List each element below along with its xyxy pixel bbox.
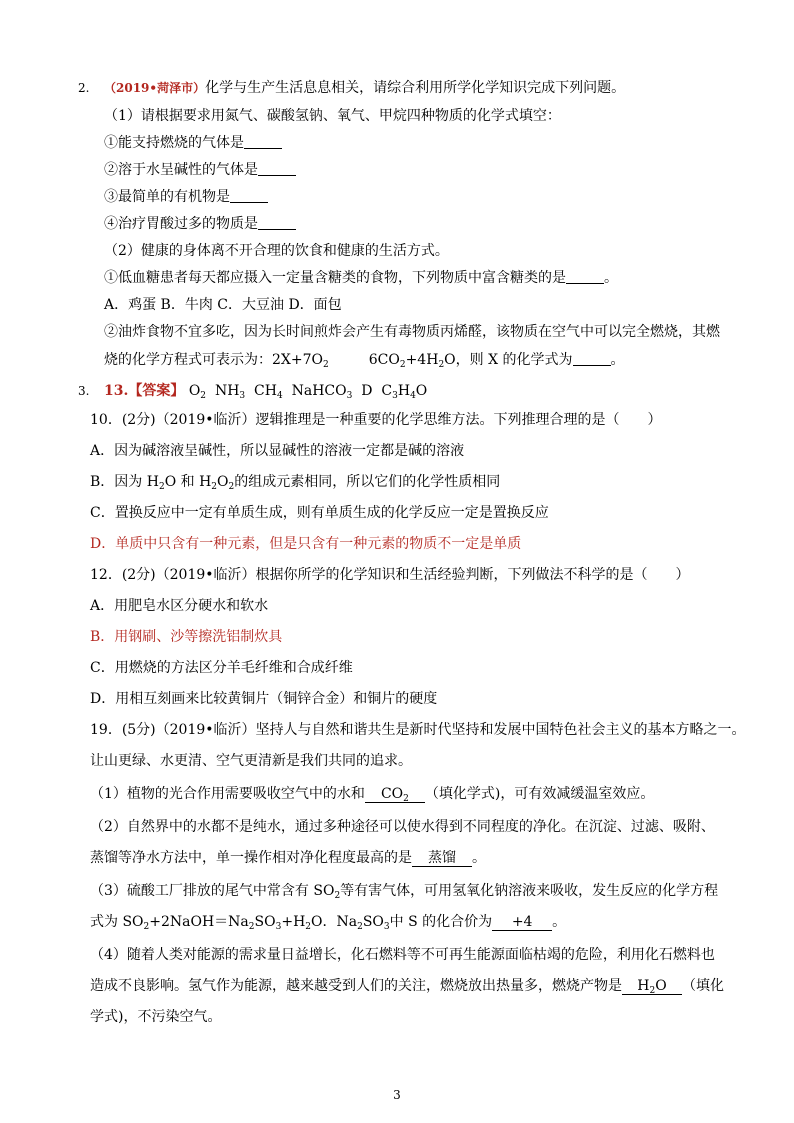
- q2-number: 2.: [78, 81, 90, 95]
- q19-part1: （1）植物的光合作用需要吸收空气中的水和 $CO_2$ （填化学式)，可有效减缓温室效应。: [90, 786, 655, 804]
- answer-filled: +4: [492, 914, 552, 931]
- q2-stem-line: （2019•菏泽市）化学与生产生活息息相关，请综合利用所学化学知识完成下列问题。: [104, 80, 626, 96]
- q2-part2: （2）健康的身体离不开合理的饮食和健康的生活方式。: [104, 243, 449, 259]
- q3-answer-line: 13.【答案】 $O_2$ $NH_3$ $CH_4$ NaHCO$_3$ D $C_3H_4O$: [104, 383, 428, 401]
- q19-stem-line2: 让山更绿、水更清、空气更清新是我们共同的追求。: [90, 753, 412, 769]
- q12-option-c[interactable]: C．用燃烧的方法区分羊毛纤维和合成纤维: [90, 660, 353, 676]
- q12-option-b-correct[interactable]: B．用钢刷、沙等擦洗铝制炊具: [90, 629, 283, 645]
- page-number: 3: [393, 1088, 401, 1102]
- answer-blank[interactable]: [258, 162, 296, 176]
- q10-option-c[interactable]: C．置换反应中一定有单质生成，则有单质生成的化学反应一定是置换反应: [90, 505, 549, 521]
- q2-part2a: ①低血糖患者每天都应摄入一定量含糖类的食物，下列物质中富含糖类的是 。: [104, 270, 618, 286]
- answer-blank[interactable]: [244, 135, 282, 149]
- q2-part2b-line2: 烧的化学方程式可表示为：$2X+7O_2$ $6CO_2+4H_2O$，则 X 的化学式为 。: [104, 352, 625, 370]
- q19-part4-line2: 造成不良影响。氢气作为能源，越来越受到人们的关注，燃烧放出热量多，燃烧产物是 $H_2O$ （填化: [90, 978, 724, 996]
- q19-part4-line3: 学式)，不污染空气。: [90, 1009, 222, 1025]
- q19-part4-line1: （4）随着人类对能源的需求量日益增长，化石燃料等不可再生能源面临枯竭的危险，利用化石燃料也: [90, 947, 715, 963]
- q2-part2b-line1: ②油炸食物不宜多吃，因为长时间煎炸会产生有毒物质丙烯醛，该物质在空气中可以完全燃烧，其燃: [104, 324, 720, 340]
- q19-part2-line1: （2）自然界中的水都不是纯水，通过多种途径可以使水得到不同程度的净化。在沉淀、过滤、吸附、: [90, 819, 715, 835]
- q10-option-b[interactable]: B．因为 $H_2O$ 和 $H_2O_2$的组成元素相同，所以它们的化学性质相同: [90, 474, 501, 492]
- q10-option-d-correct[interactable]: D．单质中只含有一种元素，但是只含有一种元素的物质不一定是单质: [90, 536, 522, 552]
- q19-stem-line1: 19．(5分)（2019•临沂）坚持人与自然和谐共生是新时代坚持和发展中国特色社会主义的基本方略之一。: [90, 722, 746, 738]
- answer-filled: $H_2O$: [622, 978, 682, 995]
- q19-part3-line2: 式为 $SO_2+2NaOH=Na_2SO_3+H_2O$．$Na_2SO_3$中 S 的化合价为 +4 。: [90, 914, 567, 932]
- q19-part2-line2: 蒸馏等净水方法中，单一操作相对净化程度最高的是 蒸馏 。: [90, 850, 486, 866]
- q2-item2: ②溶于水呈碱性的气体是: [104, 161, 296, 179]
- q12-stem: 12．(2分)（2019•临沂）根据你所学的化学知识和生活经验判断，下列做法不科学的是（ ）: [90, 567, 690, 583]
- q19-part3-line1: （3）硫酸工厂排放的尾气中常含有 $SO_2$等有害气体，可用氢氧化钠溶液来吸收，发生反应的化学方程: [90, 883, 719, 901]
- q12-option-d[interactable]: D．用相互刻画来比较黄铜片（铜锌合金）和铜片的硬度: [90, 691, 438, 707]
- q2-options: A．鸡蛋 B．牛肉 C．大豆油 D．面包: [104, 297, 342, 313]
- answer-filled: 蒸馏: [412, 850, 472, 867]
- q2-item4: ④治疗胃酸过多的物质是: [104, 215, 296, 233]
- answer-blank[interactable]: [230, 189, 268, 203]
- q2-item1: ①能支持燃烧的气体是: [104, 134, 282, 152]
- answer-filled: $CO_2$: [365, 786, 425, 803]
- answer-blank[interactable]: [258, 216, 296, 230]
- q2-part1: （1）请根据要求用氮气、碳酸氢钠、氧气、甲烷四种物质的化学式填空：: [104, 108, 561, 124]
- q3-number: 3.: [78, 384, 90, 398]
- answer-blank[interactable]: [566, 270, 604, 284]
- q10-option-a[interactable]: A．因为碱溶液呈碱性，所以显碱性的溶液一定都是碱的溶液: [90, 443, 465, 459]
- answer-label: 13.【答案】: [104, 383, 185, 399]
- answer-blank[interactable]: [573, 352, 611, 366]
- q2-source: （2019•菏泽市）: [104, 81, 206, 95]
- q2-item3: ③最简单的有机物是: [104, 188, 268, 206]
- q10-stem: 10．(2分)（2019•临沂）逻辑推理是一种重要的化学思维方法。下列推理合理的是（ ）: [90, 412, 662, 428]
- q12-option-a[interactable]: A．用肥皂水区分硬水和软水: [90, 598, 269, 614]
